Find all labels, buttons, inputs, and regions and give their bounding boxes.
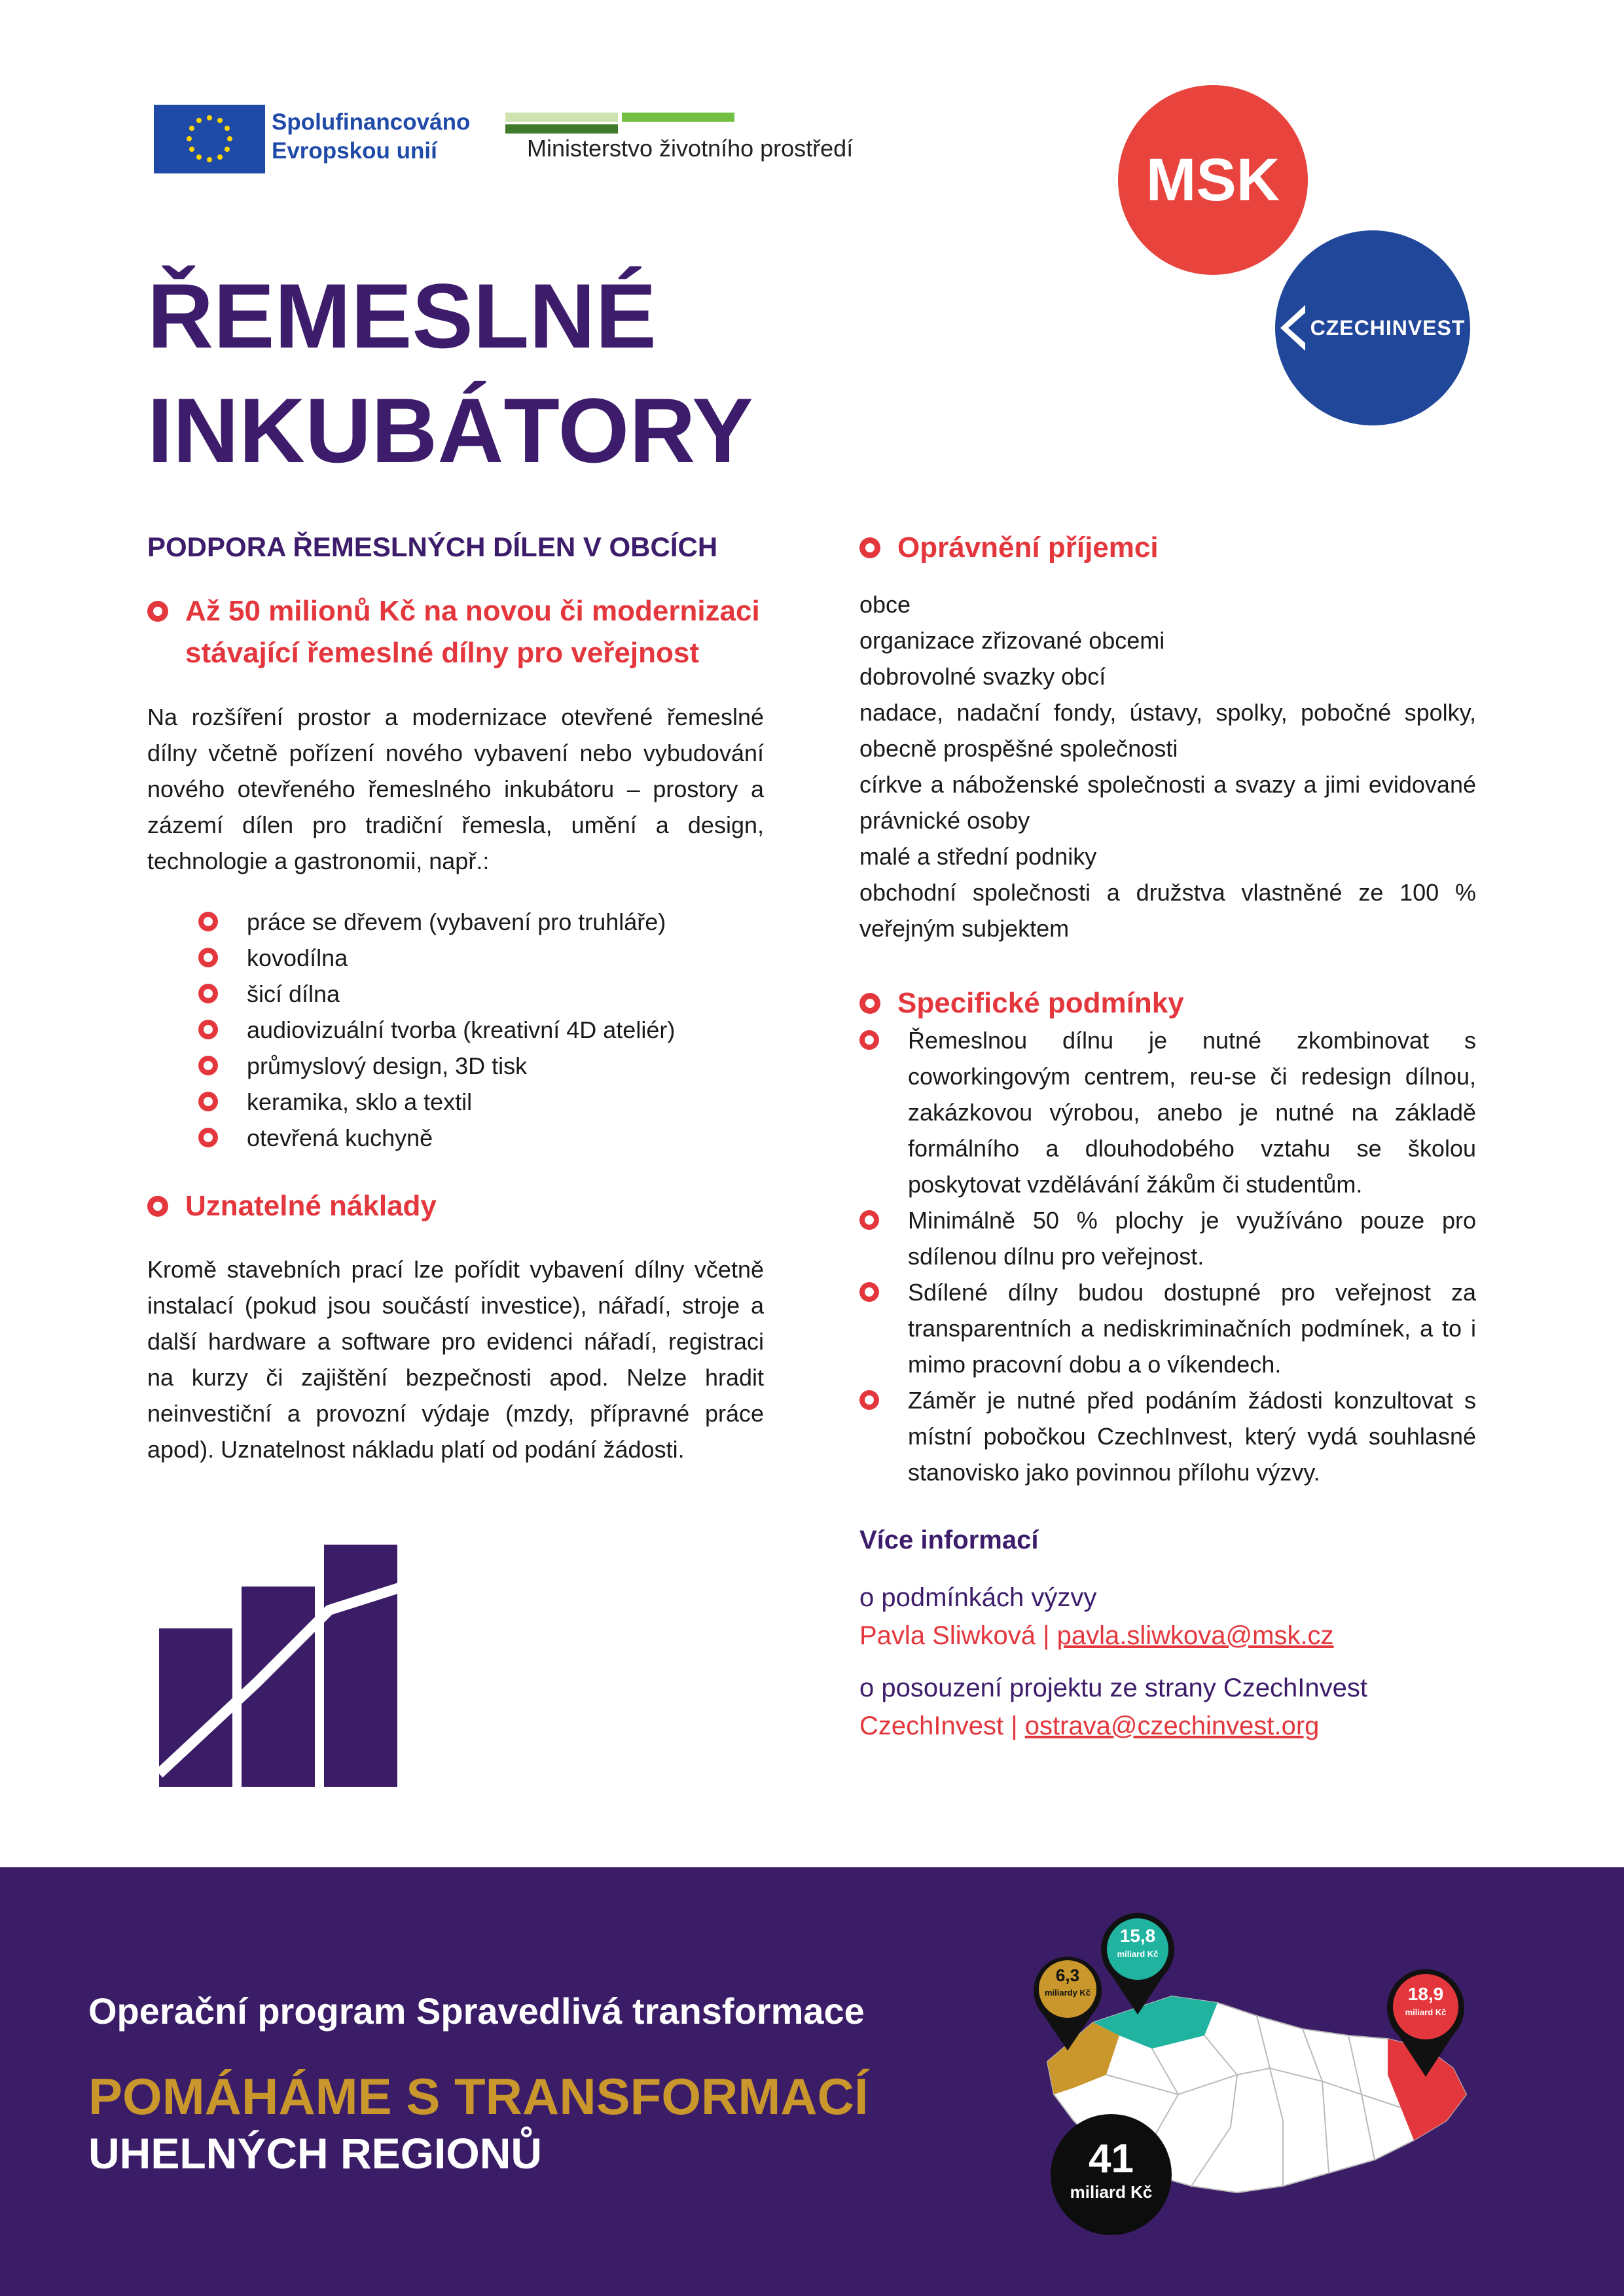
msk-logo: MSK (1118, 85, 1308, 275)
highlight-heading: Až 50 milionů Kč na novou či modernizaci stávající řemeslné dílny pro veřejnost (147, 590, 764, 674)
slogan-line-1: POMÁHÁME S TRANSFORMACÍ (88, 2068, 869, 2125)
contact-block-1 (859, 1579, 1476, 1655)
map-pin-middle (1098, 1911, 1177, 2019)
contact-label: o posouzení projektu ze strany CzechInvest (859, 1674, 1367, 1702)
bullet-icon (198, 1128, 218, 1147)
condition-item: Záměr je nutné před podáním žádosti konzultovat s místní pobočkou CzechInvest, který vydá souhlasné stanovisko jako povinnou přílohu výzvy. (859, 1382, 1476, 1490)
bullet-icon (859, 1030, 879, 1050)
recipient-item: dobrovolné svazky obcí (859, 663, 1106, 690)
program-name: Operační program Spravedlivá transformace (88, 1990, 865, 2032)
recipient-item: nadace, nadační fondy, ústavy, spolky, pobočné spolky, obecně prospěšné společnosti (859, 699, 1476, 762)
recipients-heading: Oprávnění příjemci (859, 531, 1476, 564)
contact-line: CzechInvest | ostrava@czechinvest.org (859, 1712, 1320, 1740)
bullet-icon (859, 537, 880, 558)
bullet-icon (198, 912, 218, 931)
workshop-list (147, 904, 764, 1156)
ministry-logo-bars (505, 113, 854, 122)
conditions-list (859, 1022, 1476, 1490)
more-info-heading: Více informací (859, 1526, 1039, 1554)
list-item: práce se dřevem (vybavení pro truhláře) (198, 904, 764, 940)
total-unit: miliard Kč (1070, 2182, 1153, 2202)
contact-line: Pavla Sliwková | pavla.sliwkova@msk.cz (859, 1621, 1334, 1650)
recipient-item: malé a střední podniky (859, 843, 1097, 870)
bullet-icon (198, 1056, 218, 1075)
bullet-icon (198, 984, 218, 1003)
contact-label: o podmínkách výzvy (859, 1583, 1097, 1612)
email-link[interactable]: ostrava@czechinvest.org (1024, 1712, 1320, 1740)
bullet-icon (859, 993, 880, 1014)
bullet-icon (147, 601, 168, 622)
slogan-line-2: UHELNÝCH REGIONŮ (88, 2129, 543, 2178)
recipient-item: obce (859, 591, 911, 618)
bullet-icon (198, 948, 218, 967)
left-column (147, 531, 764, 1467)
list-item: průmyslový design, 3D tisk (198, 1048, 764, 1084)
intro-paragraph: Na rozšíření prostor a modernizace otevřené řemeslné dílny včetně pořízení nového vybavení nebo vybudování nového otevřeného řemeslného inkubátoru – prostory a zázemí dílen pro tradiční řemesla, umění a design, technologie a gastronomii, např.: (147, 704, 764, 874)
eu-cofinance-text: Spolufinancováno Evropskou unií (272, 109, 471, 164)
pin-unit: miliard Kč (1117, 1949, 1159, 1959)
map-pin-right (1384, 1967, 1467, 2081)
list-item: kovodílna (198, 940, 764, 976)
pin-value: 6,3 (1055, 1965, 1080, 1985)
costs-paragraph: Kromě stavebních prací lze pořídit vybavení dílny včetně instalací (pokud jsou součástí investice), nářadí, stroje a další hardware a software pro evidenci nářadí, registraci na kurzy či zajištění bezpečnosti apod. Nelze hradit neinvestiční a provozní výdaje (mzdy, přípravné práce apod). Uznatelnost nákladu platí od podání žádosti. (147, 1256, 764, 1463)
costs-heading: Uznatelné náklady (147, 1190, 764, 1223)
pin-unit: miliardy Kč (1044, 1988, 1091, 1998)
condition-item: Minimálně 50 % plochy je využíváno pouze pro sdílenou dílnu pro veřejnost. (859, 1202, 1476, 1274)
pin-unit: miliard Kč (1405, 2007, 1447, 2017)
czechinvest-mark-icon (1280, 305, 1307, 351)
bullet-icon (198, 1092, 218, 1111)
recipient-item: církve a náboženské společnosti a svazy a jimi evidované právnické osoby (859, 771, 1476, 834)
total-value: 41 (1089, 2136, 1134, 2181)
map-pin-left (1031, 1954, 1104, 2055)
right-column (859, 531, 1476, 1745)
list-item: šicí dílna (198, 976, 764, 1012)
list-item: keramika, sklo a textil (198, 1084, 764, 1120)
conditions-heading: Specifické podmínky (859, 987, 1476, 1020)
subheading: PODPORA ŘEMESLNÝCH DÍLEN V OBCÍCH (147, 531, 718, 562)
page-title: ŘEMESLNÉ INKUBÁTORY (147, 264, 753, 482)
recipients-list (859, 586, 1476, 946)
bullet-icon (859, 1390, 879, 1410)
pin-value: 15,8 (1119, 1926, 1156, 1946)
growth-chart-icon (159, 1545, 401, 1790)
bullet-icon (859, 1210, 879, 1230)
total-amount-badge (1051, 2114, 1172, 2235)
bullet-icon (147, 1196, 168, 1217)
email-link[interactable]: pavla.sliwkova@msk.cz (1056, 1621, 1334, 1650)
bullet-icon (198, 1020, 218, 1039)
czechinvest-logo: CZECHINVEST (1275, 230, 1470, 425)
bullet-icon (859, 1282, 879, 1302)
recipient-item: obchodní společnosti a družstva vlastněné ze 100 % veřejným subjektem (859, 879, 1476, 942)
eu-flag-logo (154, 105, 265, 173)
pin-value: 18,9 (1407, 1984, 1444, 2004)
recipient-item: organizace zřizované obcemi (859, 627, 1165, 654)
condition-item: Řemeslnou dílnu je nutné zkombinovat s coworkingovým centrem, reu-se či redesign dílnou, zakázkovou výrobou, anebo je nutné na základě formálního a dlouhodobého vztahu se školou poskytovat vzdělávání žákům či studentům. (859, 1022, 1476, 1202)
condition-item: Sdílené dílny budou dostupné pro veřejnost za transparentních a nediskriminačních podmínek, a to i mimo pracovní dobu a o víkendech. (859, 1274, 1476, 1382)
ministry-logo-text: Ministerstvo životního prostředí (527, 135, 854, 162)
list-item: otevřená kuchyně (198, 1120, 764, 1156)
contact-block-2 (859, 1669, 1476, 1745)
list-item: audiovizuální tvorba (kreativní 4D ateliér) (198, 1012, 764, 1048)
